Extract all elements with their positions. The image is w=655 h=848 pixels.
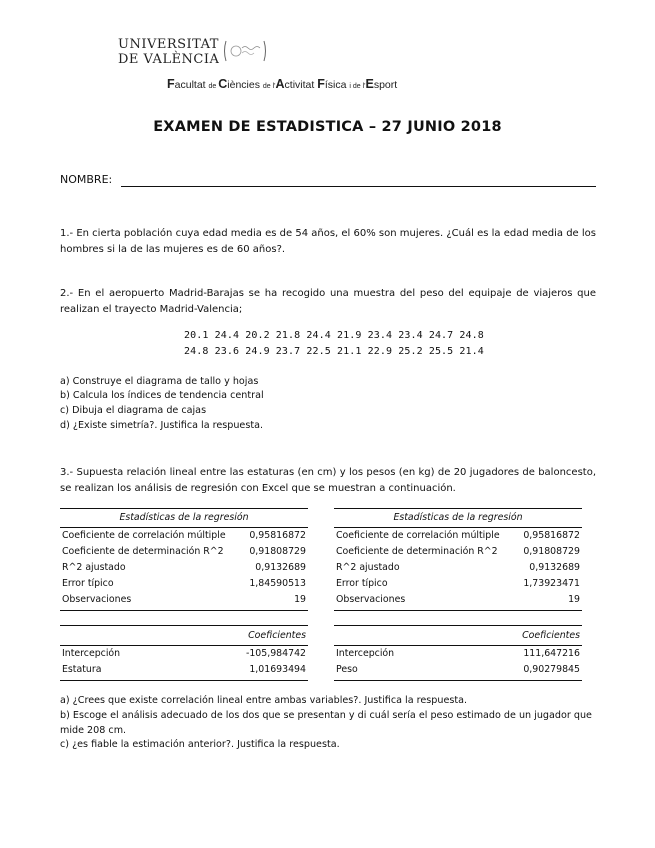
coefficients-header: Coeficientes — [522, 630, 580, 641]
university-name-line1: UNIVERSITAT — [118, 37, 219, 52]
faculty-name-part: de l' — [262, 83, 276, 90]
faculty-name-part: sport — [373, 79, 398, 91]
row-value: 0,90279845 — [523, 664, 580, 675]
question-1: 1.- En cierta población cuya edad media es de 54 años, el 60% son mujeres. ¿Cuál es la edad media de los hombres si la de las mujeres es de 60 años?. — [60, 228, 596, 255]
row-value: 0,9132689 — [529, 562, 580, 573]
coefficients-header: Coeficientes — [248, 630, 306, 641]
table-row — [336, 562, 580, 578]
row-value: 1,84590513 — [249, 578, 306, 589]
data-row-1: 20.1 24.4 20.2 21.8 24.4 21.9 23.4 23.4 24.7 24.8 — [184, 330, 484, 341]
table-row — [62, 562, 306, 578]
question-2b: b) Calcula los índices de tendencia central — [60, 390, 264, 401]
faculty-name-part: C — [218, 77, 228, 91]
table-rule — [334, 680, 582, 681]
table-rule — [334, 610, 582, 611]
table-rule — [334, 508, 582, 509]
table-row — [336, 648, 580, 664]
row-label: Error típico — [336, 578, 388, 589]
question-2c: c) Dibuja el diagrama de cajas — [60, 405, 207, 416]
question-2d: d) ¿Existe simetría?. Justifica la respuesta. — [60, 420, 264, 431]
row-value: 0,95816872 — [249, 530, 306, 541]
row-value: 19 — [294, 594, 306, 605]
question-3c: c) ¿es fiable la estimación anterior?. Justifica la respuesta. — [60, 739, 340, 750]
faculty-name-part: ísica — [324, 79, 350, 91]
faculty-name-part: acultat — [174, 79, 209, 91]
table-rule — [60, 508, 308, 509]
row-label: Coeficiente de correlación múltiple — [62, 530, 226, 541]
name-label: NOMBRE: — [60, 173, 113, 186]
row-label: Observaciones — [62, 594, 132, 605]
faculty-name-part: de — [208, 83, 219, 90]
row-value: 0,9132689 — [255, 562, 306, 573]
row-label: Intercepción — [336, 648, 395, 659]
faculty-name-part: iències — [227, 79, 263, 91]
table-row — [336, 546, 580, 562]
table-rule — [60, 527, 308, 528]
table-row — [62, 664, 306, 680]
exam-title: EXAMEN DE ESTADISTICA – 27 JUNIO 2018 — [153, 119, 502, 135]
row-label: Coeficiente de determinación R^2 — [62, 546, 224, 557]
row-label: Intercepción — [62, 648, 121, 659]
row-value: 1,01693494 — [249, 664, 306, 675]
table-row — [62, 530, 306, 546]
row-label: Estatura — [62, 664, 102, 675]
table-row — [336, 664, 580, 680]
row-label: R^2 ajustado — [336, 562, 400, 573]
table-rule — [334, 645, 582, 646]
faculty-name-part: A — [275, 77, 285, 91]
row-value: 1,73923471 — [523, 578, 580, 589]
table-row — [62, 578, 306, 594]
table-rule — [334, 527, 582, 528]
row-label: Observaciones — [336, 594, 406, 605]
faculty-name-part: E — [365, 77, 374, 91]
row-label: R^2 ajustado — [62, 562, 126, 573]
table-rule — [60, 610, 308, 611]
table-rule — [60, 645, 308, 646]
faculty-name-part: ctivitat — [284, 79, 318, 91]
faculty-name-part: i de l' — [349, 83, 366, 90]
row-value: 19 — [568, 594, 580, 605]
data-row-2: 24.8 23.6 24.9 23.7 22.5 21.1 22.9 25.2 25.5 21.4 — [184, 346, 484, 357]
university-seal-icon — [222, 39, 268, 63]
row-value: 0,95816872 — [523, 530, 580, 541]
question-3: 3.- Supuesta relación lineal entre las estaturas (en cm) y los pesos (en kg) de 20 jugadores de baloncesto, se realizan los análisis de regresión con Excel que se muestran a continuación. — [60, 467, 596, 494]
row-value: 111,647216 — [523, 648, 580, 659]
table-row — [62, 648, 306, 664]
table-rule — [334, 625, 582, 626]
table-row — [62, 546, 306, 562]
faculty-name-part: F — [317, 77, 325, 91]
row-label: Peso — [336, 664, 358, 675]
table-row — [336, 530, 580, 546]
row-value: 0,91808729 — [523, 546, 580, 557]
row-label: Coeficiente de determinación R^2 — [336, 546, 498, 557]
row-label: Coeficiente de correlación múltiple — [336, 530, 500, 541]
table-row — [336, 578, 580, 594]
name-underline — [121, 186, 596, 187]
row-value: 0,91808729 — [249, 546, 306, 557]
table-rule — [60, 680, 308, 681]
table-header: Estadísticas de la regresión — [393, 512, 523, 523]
university-name-line2: DE VALÈNCIA — [118, 52, 220, 67]
question-2: 2.- En el aeropuerto Madrid-Barajas se ha recogido una muestra del peso del equipaje de viajeros que realizan el trayecto Madrid-Valencia; — [60, 288, 596, 315]
question-3a: a) ¿Crees que existe correlación lineal entre ambas variables?. Justifica la respuesta. — [60, 695, 468, 706]
table-row — [336, 594, 580, 610]
question-3b: b) Escoge el análisis adecuado de los dos que se presentan y di cuál sería el peso estimado de un jugador que mide 208 cm. — [60, 710, 592, 736]
table-header: Estadísticas de la regresión — [119, 512, 249, 523]
row-label: Error típico — [62, 578, 114, 589]
faculty-name-part: F — [167, 77, 175, 91]
table-rule — [60, 625, 308, 626]
row-value: -105,984742 — [245, 648, 306, 659]
table-row — [62, 594, 306, 610]
faculty-name — [167, 77, 397, 91]
question-2a: a) Construye el diagrama de tallo y hojas — [60, 376, 259, 387]
